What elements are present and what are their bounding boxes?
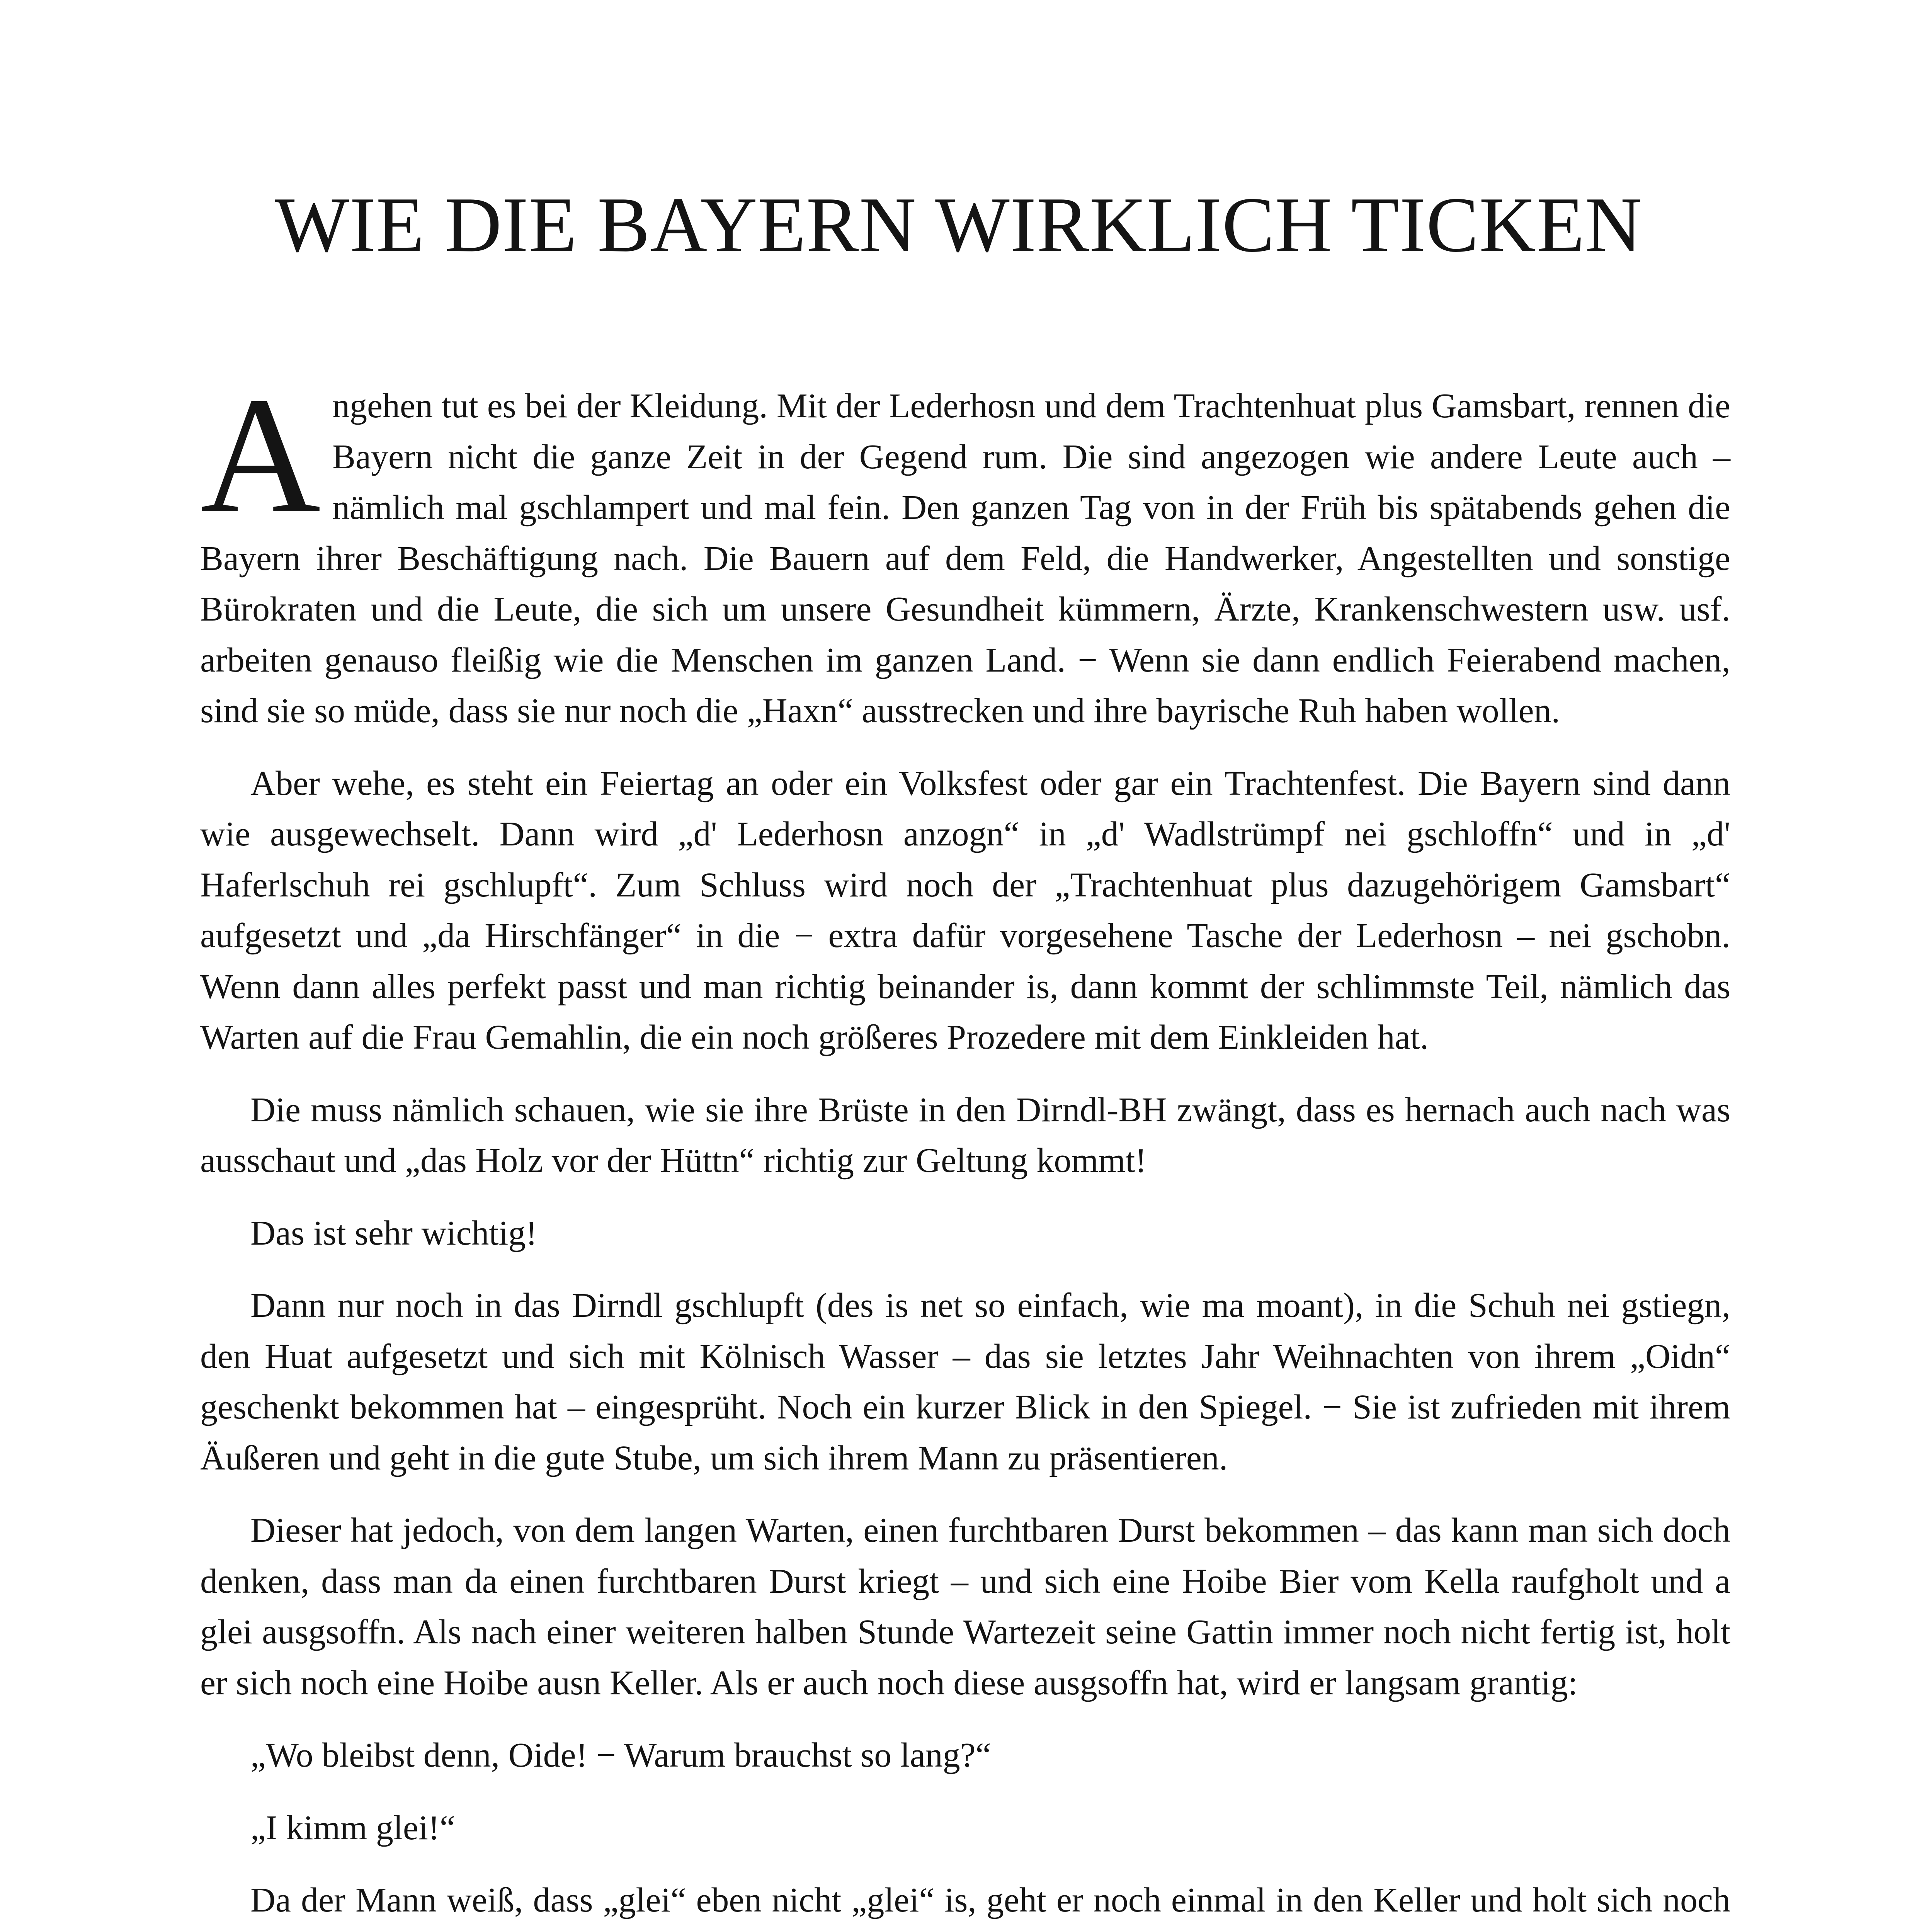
drop-cap: A	[200, 363, 321, 548]
paragraph-2: Aber wehe, es steht ein Feiertag an oder ein Volksfest oder gar ein Trachtenfest. Die Bayern sind dann wie ausgewechselt. Dann wird „d' Lederhosn anzogn“ in „d' Wadlstrümpf nei gschloffn“ und in „d' Haferlschuh rei gschlupft“. Zum Schluss wird noch der „Trachtenhuat plus dazugehörigem Gamsbart“ aufgesetzt und „da Hirschfänger“ in die − extra dafür vorgesehene Tasche der Lederhosn – nei gschobn. Wenn dann alles perfekt passt und man richtig beinander is, dann kommt der schlimmste Teil, nämlich das Warten auf die Frau Gemahlin, die ein noch größeres Prozedere mit dem Einkleiden hat.	[200, 764, 1730, 1056]
paragraph-6: Dieser hat jedoch, von dem langen Warten, einen furchtbaren Durst bekommen – das kann man sich doch denken, dass man da einen furchtbaren Durst kriegt – und sich eine Hoibe Bier vom Kella raufgholt und a glei ausgsoffn. Als nach einer weiteren halben Stunde Wartezeit seine Gattin immer noch nicht fertig ist, holt er sich noch eine Hoibe ausn Keller. Als er auch noch diese ausgsoffn hat, wird er langsam grantig:	[200, 1511, 1730, 1702]
paragraph-4: Das ist sehr wichtig!	[250, 1214, 538, 1252]
paragraph-3: Die muss nämlich schauen, wie sie ihre Brüste in den Dirndl-BH zwängt, dass es hernach auch nach was ausschaut und „das Holz vor der Hüttn“ richtig zur Geltung kommt!	[200, 1090, 1730, 1180]
paragraph-5: Dann nur noch in das Dirndl gschlupft (des is net so einfach, wie ma moant), in die Schuh nei gstiegn, den Huat aufgesetzt und sich mit Kölnisch Wasser – das sie letztes Jahr Weihnachten von ihrem „Oidn“ geschenkt bekommen hat – eingesprüht. Noch ein kurzer Blick in den Spiegel. − Sie ist zufrieden mit ihrem Äußeren und geht in die gute Stube, um sich ihrem Mann zu präsentieren.	[200, 1286, 1730, 1477]
paragraph-1	[200, 363, 1730, 736]
paragraph-8: „I kimm glei!“	[250, 1808, 455, 1847]
paragraph-9: Da der Mann weiß, dass „glei“ eben nicht „glei“ is, geht er noch einmal in den Keller und holt sich noch	[250, 1881, 1730, 1919]
paragraph-7: „Wo bleibst denn, Oide! − Warum brauchst so lang?“	[250, 1736, 991, 1774]
chapter-title: WIE DIE BAYERN WIRKLICH TICKEN	[274, 181, 1643, 269]
paragraph-text: ngehen tut es bei der Kleidung. Mit der Lederhosn und dem Trachtenhuat plus Gamsbart, rennen die Bayern nicht die ganze Zeit in der Gegend rum. Die sind angezogen wie andere Leute auch – nämlich mal gschlampert und mal fein. Den ganzen Tag von in der Früh bis spätabends gehen die Bayern ihrer Beschäftigung nach. Die Bauern auf dem Feld, die Handwerker, Angestellten und sonstige Bürokraten und die Leute, die sich um unsere Gesundheit kümmern, Ärzte, Krankenschwestern usw. usf. arbeiten genauso fleißig wie die Menschen im ganzen Land. − Wenn sie dann endlich Feierabend machen, sind sie so müde, dass sie nur noch die „Haxn“ ausstrecken und ihre bayrische Ruh haben wollen.	[200, 387, 1730, 730]
body-text	[200, 363, 1730, 1932]
